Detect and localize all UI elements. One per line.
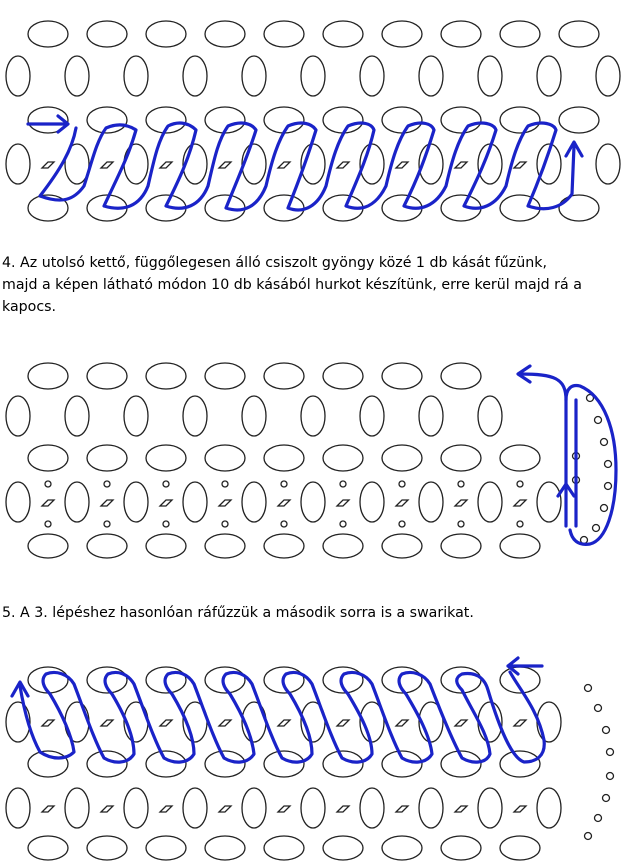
bead-row-vertical-2	[6, 788, 561, 828]
bead-row-middle	[28, 445, 540, 471]
bead-row-vertical-2	[6, 482, 561, 522]
arrow-start-icon	[508, 658, 542, 674]
bead-row-middle	[28, 751, 540, 777]
bead-row-vertical-1	[6, 56, 620, 96]
diagram-step-4	[0, 350, 642, 560]
swarovski-diamonds-upper	[42, 720, 526, 726]
bead-row-bottom	[28, 836, 540, 860]
thread-path	[12, 658, 544, 762]
step-5-caption: 5. A 3. lépéshez hasonlóan ráfűzzük a második sorra is a swarikat.	[2, 605, 474, 621]
bead-row-vertical-1	[6, 396, 502, 436]
diagram-step-3	[0, 0, 642, 238]
bead-row-bottom	[28, 534, 540, 558]
diagram-step-5	[0, 630, 642, 866]
bead-row-top	[28, 21, 599, 47]
bead-grid	[6, 21, 620, 221]
bead-row-vertical-2	[6, 144, 620, 184]
step-4-caption: 4. Az utolsó kettő, függőlegesen álló csiszolt gyöngy közé 1 db kását fűzünk, majd a képen látható módon 10 db kásából hurkot készítünk, erre kerül majd rá a kapocs.	[2, 255, 582, 315]
seed-beads	[45, 481, 523, 527]
swarovski-diamonds	[42, 500, 526, 506]
bead-grid	[6, 363, 612, 558]
bead-grid	[6, 667, 614, 860]
swarovski-diamonds-lower	[42, 806, 526, 812]
loop-seed-beads	[585, 685, 614, 840]
thread-path	[518, 366, 616, 544]
bead-row-top	[28, 363, 481, 389]
